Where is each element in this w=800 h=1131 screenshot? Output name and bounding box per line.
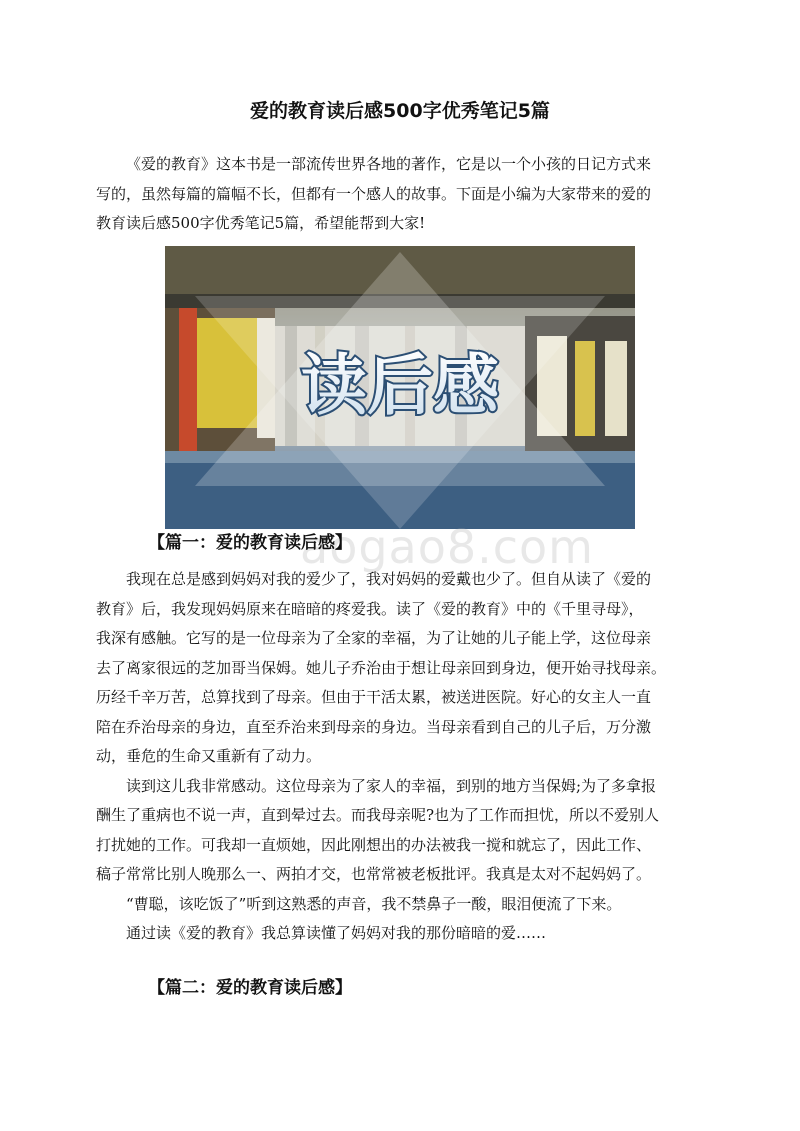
body-line: 我深有感触。它写的是一位母亲为了全家的幸福，为了让她的儿子能上学，这位母亲 [96, 629, 652, 647]
watermark-text: aogao8.com [300, 520, 594, 574]
body-line: 动，垂危的生命又重新有了动力。 [96, 747, 322, 765]
intro-line: 写的，虽然每篇的篇幅不长，但都有一个感人的故事。下面是小编为大家带来的爱的 [96, 184, 652, 203]
body-line: 去了离家很远的芝加哥当保姆。她儿子乔治由于想让母亲回到身边，便开始寻找母亲。 [96, 658, 667, 677]
body-line: 教育》后，我发现妈妈原来在暗暗的疼爱我。读了《爱的教育》中的《千里寻母》， [96, 599, 644, 618]
body-line: 我现在总是感到妈妈对我的爱少了，我对妈妈的爱戴也少了。但自从读了《爱的 [126, 570, 652, 588]
body-line: 稿子常常比别人晚那么一、两拍才交，也常常被老板批评。我真是太对不起妈妈了。 [96, 865, 652, 883]
intro-line: 《爱的教育》这本书是一部流传世界各地的著作，它是以一个小孩的日记方式来 [126, 155, 652, 173]
document-title: 爱的教育读后感500字优秀笔记5篇 [250, 100, 550, 122]
hero-image [165, 246, 635, 529]
body-line: 陪在乔治母亲的身边，直至乔治来到母亲的身边。当母亲看到自己的儿子后，万分激 [96, 717, 652, 736]
body-line: 历经千辛万苦，总算找到了母亲。但由于干活太累，被送进医院。好心的女主人一直 [96, 688, 652, 706]
body-line: 打扰她的工作。可我却一直烦她，因此刚想出的办法被我一搅和就忘了，因此工作、 [96, 835, 652, 854]
intro-line: 教育读后感500字优秀笔记5篇，希望能帮到大家! [96, 214, 426, 232]
body-line: 读到这儿我非常感动。这位母亲为了家人的幸福，到别的地方当保姆;为了多拿报 [126, 776, 657, 795]
intro-paragraph [96, 150, 706, 239]
body-line: “曹聪，该吃饭了”听到这熟悉的声音，我不禁鼻子一酸，眼泪便流了下来。 [126, 894, 622, 913]
section-1-body [96, 565, 706, 949]
body-line: 通过读《爱的教育》我总算读懂了妈妈对我的那份暗暗的爱…… [126, 924, 547, 942]
section-heading: 【篇二：爱的教育读后感】 [148, 978, 352, 998]
section-heading: 【篇一：爱的教育读后感】 [148, 533, 352, 553]
body-line: 酬生了重病也不说一声，直到晕过去。而我母亲呢?也为了工作而担忧，所以不爱别人 [96, 806, 660, 824]
hero-overlay-text: 读后感 [301, 347, 499, 424]
